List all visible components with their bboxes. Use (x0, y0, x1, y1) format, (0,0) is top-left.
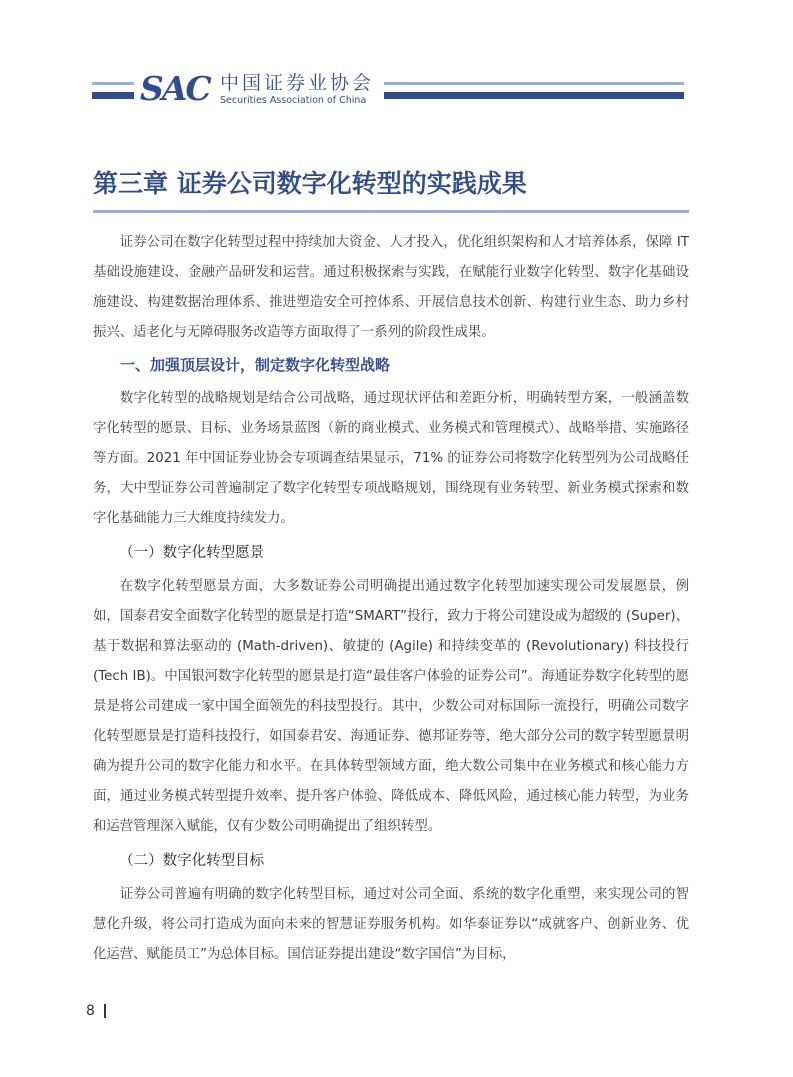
goals-paragraph: 证券公司普遍有明确的数字化转型目标，通过对公司全面、系统的数字化重塑，来实现公司的智慧化升级，将公司打造成为面向未来的智慧证券服务机构。如华泰证券以“成就客户、创新业务、优化运营、赋能员工”为总体目标。国信证券提出建设“数字国信”为目标， (93, 887, 689, 962)
org-name-en: Securities Association of China (220, 95, 367, 106)
subsection-heading-goals: （二）数字化转型目标 (119, 853, 265, 869)
page-number: 8 (86, 1003, 95, 1019)
chapter-title-rule (93, 210, 689, 213)
header-rule-left-thin (92, 82, 134, 85)
header-rule-right-thin (384, 82, 684, 85)
chapter-title: 第三章 证券公司数字化转型的实践成果 (93, 169, 527, 198)
header-rule-left (92, 92, 134, 99)
vision-paragraph: 在数字化转型愿景方面，大多数证券公司明确提出通过数字化转型加速实现公司发展愿景，例如，国泰君安全面数字化转型的愿景是打造“SMART”投行，致力于将公司建设成为超级的 (Super)、基于数据和算法驱动的 (Math-driven)、敏捷的 (Agile) 和持续变革的 (Revolutionary) 科技投行 (Tech IB)。中国银河数字化转型的愿景是打造“最佳客户体验的证券公司”。海通证券数字化转型的愿景是将公司建成一家中国全面领先的科技型投行。其中，少数公司对标国际一流投行，明确公司数字化转型愿景是打造科技投行，如国泰君安、海通证券、德邦证券等，绝大部分公司的数字转型愿景明确为提升公司的数字化能力和水平。在具体转型领域方面，绝大数公司集中在业务模式和核心能力方面，通过业务模式转型提升效率、提升客户体验、降低成本、降低风险，通过核心能力转型，为业务和运营管理深入赋能，仅有少数公司明确提出了组织转型。 (93, 579, 689, 834)
section-paragraph: 数字化转型的战略规划是结合公司战略，通过现状评估和差距分析，明确转型方案，一般涵盖数字化转型的愿景、目标、业务场景蓝图（新的商业模式、业务模式和管理模式）、战略举措、实施路径等方面。2021 年中国证券业协会专项调查结果显示，71% 的证券公司将数字化转型列为公司战略任务，大中型证券公司普遍制定了数字化转型专项战略规划，围绕现有业务转型、新业务模式探索和数字化基础能力三大维度持续发力。 (93, 391, 689, 526)
intro-paragraph: 证券公司在数字化转型过程中持续加大资金、人才投入，优化组织架构和人才培养体系，保障 IT 基础设施建设、金融产品研发和运营。通过积极探索与实践，在赋能行业数字化转型、数字化基础设施建设、构建数据治理体系、推进塑造安全可控体系、开展信息技术创新、构建行业生态、助力乡村振兴、适老化与无障碍服务改造等方面取得了一系列的阶段性成果。 (93, 235, 689, 340)
document-body (93, 228, 689, 970)
org-name-cn: 中国证券业协会 (220, 72, 375, 94)
section-heading: 一、加强顶层设计，制定数字化转型战略 (120, 356, 391, 374)
sac-logo: SAC (140, 69, 210, 108)
header-rule-right (384, 92, 684, 99)
page-number-separator (104, 1004, 106, 1018)
subsection-heading-vision: （一）数字化转型愿景 (119, 545, 265, 561)
